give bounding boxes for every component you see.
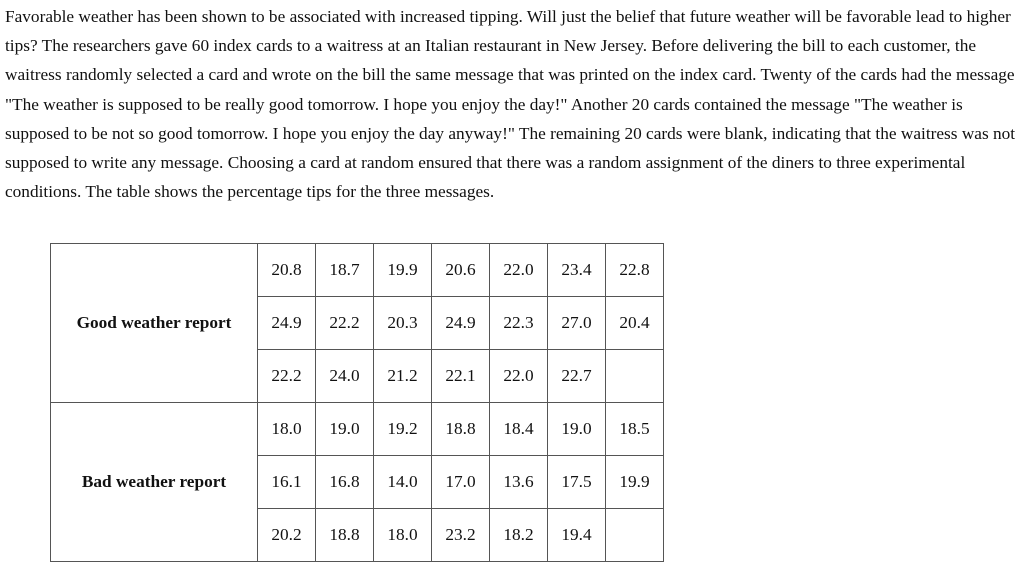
table-cell: 24.9 [432, 297, 490, 350]
table-cell: 18.8 [432, 403, 490, 456]
table-cell: 18.4 [490, 403, 548, 456]
tips-table-container [50, 243, 664, 562]
table-cell: 18.7 [316, 244, 374, 297]
table-cell: 22.3 [490, 297, 548, 350]
table-cell: 17.0 [432, 456, 490, 509]
table-cell: 19.0 [548, 403, 606, 456]
table-cell: 23.2 [432, 509, 490, 562]
table-cell: 20.6 [432, 244, 490, 297]
row-label-good-weather: Good weather report [51, 244, 258, 403]
table-cell [606, 509, 664, 562]
table-cell: 20.2 [258, 509, 316, 562]
table-cell: 20.4 [606, 297, 664, 350]
table-cell: 19.9 [606, 456, 664, 509]
table-cell: 14.0 [374, 456, 432, 509]
table-cell: 16.1 [258, 456, 316, 509]
table-cell: 13.6 [490, 456, 548, 509]
table-cell: 19.0 [316, 403, 374, 456]
table-cell: 18.5 [606, 403, 664, 456]
table-cell: 19.2 [374, 403, 432, 456]
table-cell: 16.8 [316, 456, 374, 509]
table-cell: 24.9 [258, 297, 316, 350]
table-row [51, 244, 664, 297]
tips-table [50, 243, 664, 562]
table-cell: 22.0 [490, 350, 548, 403]
table-cell: 21.2 [374, 350, 432, 403]
table-cell: 20.3 [374, 297, 432, 350]
table-cell: 22.0 [490, 244, 548, 297]
table-cell: 17.5 [548, 456, 606, 509]
row-label-bad-weather: Bad weather report [51, 403, 258, 562]
table-cell: 22.8 [606, 244, 664, 297]
table-cell: 18.0 [374, 509, 432, 562]
table-cell: 22.2 [316, 297, 374, 350]
table-cell: 24.0 [316, 350, 374, 403]
table-cell: 22.2 [258, 350, 316, 403]
table-cell: 22.7 [548, 350, 606, 403]
table-cell: 22.1 [432, 350, 490, 403]
table-cell: 27.0 [548, 297, 606, 350]
table-cell: 19.9 [374, 244, 432, 297]
table-cell: 20.8 [258, 244, 316, 297]
table-cell [606, 350, 664, 403]
table-cell: 19.4 [548, 509, 606, 562]
table-cell: 18.2 [490, 509, 548, 562]
problem-text: Favorable weather has been shown to be associated with increased tipping. Will just the belief that future weather will be favorable lead to higher tips? The researchers gave 60 index cards to a waitress at an Italian restaurant in New Jersey. Before delivering the bill to each customer, the waitress randomly selected a card and wrote on the bill the same message that was printed on the index card. Twenty of the cards had the message "The weather is supposed to be really good tomorrow. I hope you enjoy the day!" Another 20 cards contained the message "The weather is supposed to be not so good tomorrow. I hope you enjoy the day anyway!" The remaining 20 cards were blank, indicating that the waitress was not supposed to write any message. Choosing a card at random ensured that there was a random assignment of the diners to three experimental conditions. The table shows the percentage tips for the three messages. [5, 7, 1016, 202]
table-cell: 23.4 [548, 244, 606, 297]
table-row [51, 403, 664, 456]
table-cell: 18.0 [258, 403, 316, 456]
table-cell: 18.8 [316, 509, 374, 562]
